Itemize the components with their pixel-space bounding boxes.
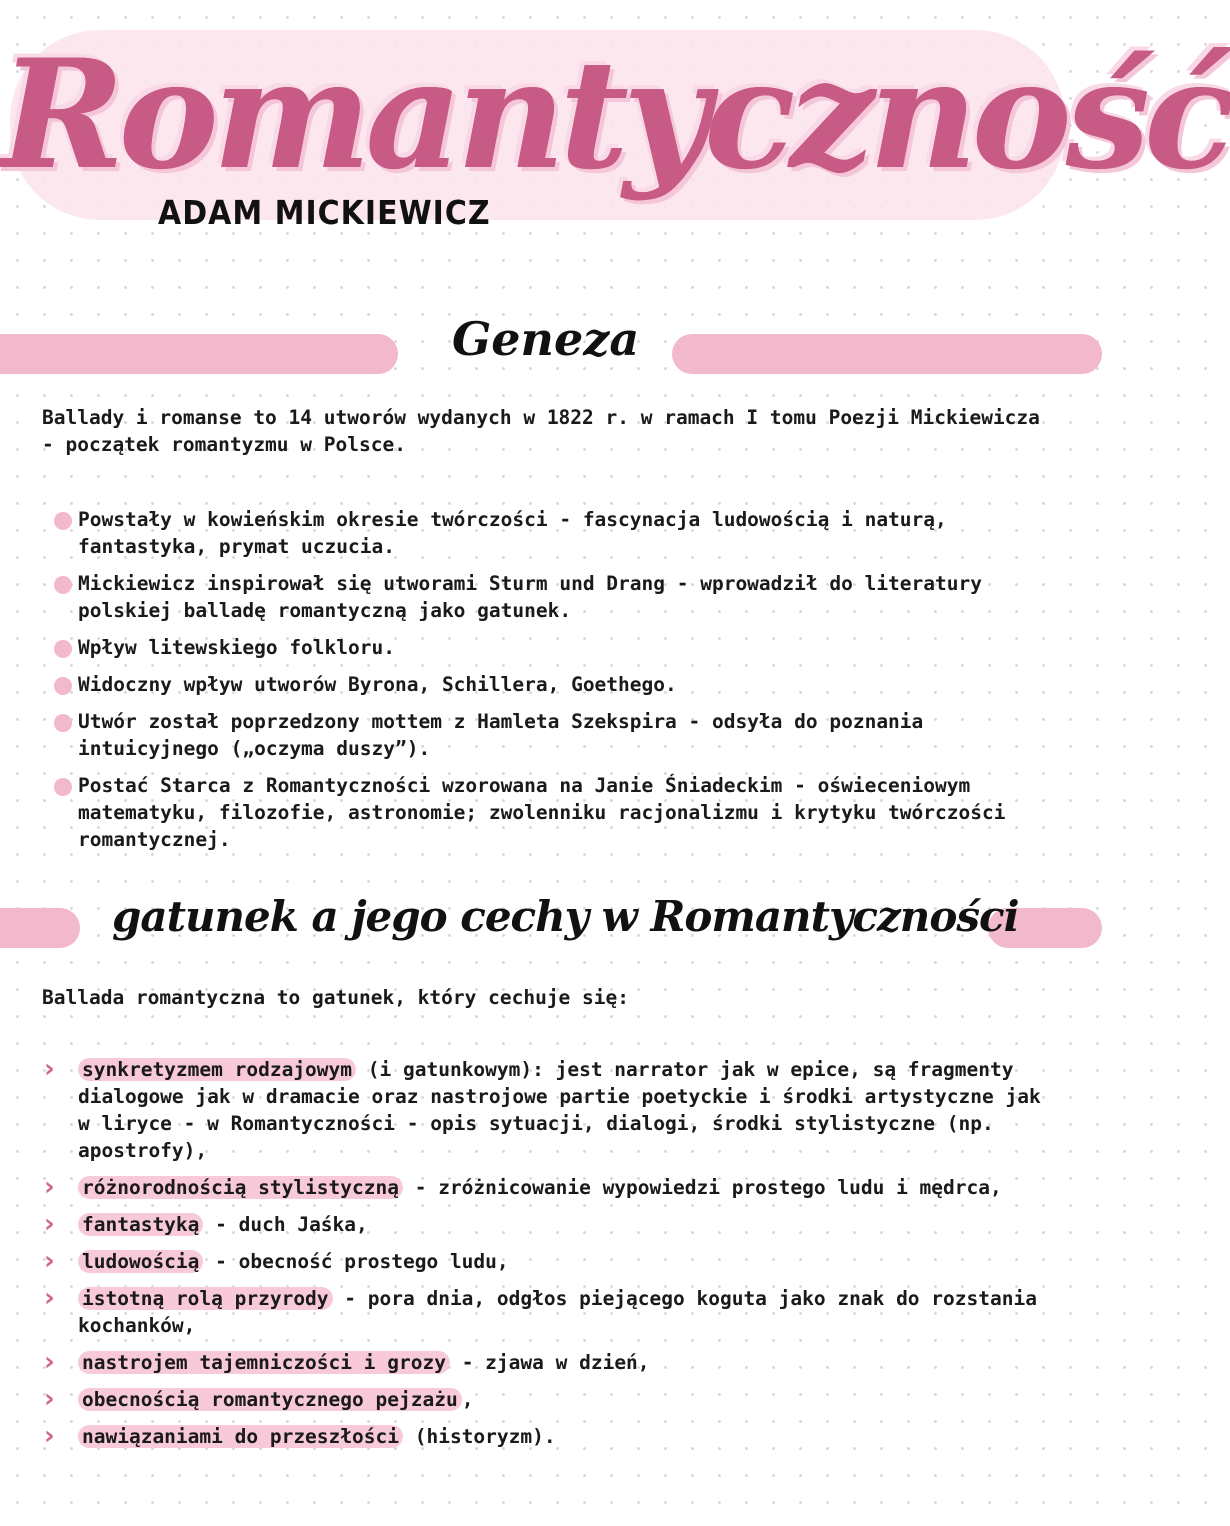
chevron-right-icon: › <box>44 1384 55 1414</box>
section1-intro: Ballady i romanse to 14 utworów wydanych w 1822 r. w ramach I tomu Poezji Mickiewicza - początek romantyzmu w Polsce. <box>42 406 1040 456</box>
bullet-item: Wpływ litewskiego folkloru. <box>54 634 1044 661</box>
bullet-dot-icon <box>54 778 72 796</box>
section1-band-left <box>0 334 398 374</box>
section2-intro: Ballada romantyczna to gatunek, który cechuje się: <box>42 986 629 1009</box>
feature-term: nawiązaniami do przeszłości <box>78 1425 403 1448</box>
chevron-right-icon: › <box>44 1054 55 1084</box>
chevron-right-icon: › <box>44 1421 55 1451</box>
bullet-dot-icon <box>54 512 72 530</box>
chevron-right-icon: › <box>44 1246 55 1276</box>
feature-item: › różnorodnością stylistyczną - zróżnicowanie wypowiedzi prostego ludu i mędrca, <box>44 1172 1002 1202</box>
bullet-item: Mickiewicz inspirował się utworami Sturm und Drang - wprowadził do literatury polskiej balladę romantyczną jako gatunek. <box>54 570 1044 624</box>
section1-heading: Geneza <box>452 312 640 366</box>
feature-item: › ludowością - obecność prostego ludu, <box>44 1246 509 1276</box>
feature-item: › fantastyką - duch Jaśka, <box>44 1209 368 1239</box>
feature-item: › nawiązaniami do przeszłości (historyzm). <box>44 1421 556 1451</box>
bullet-dot-icon <box>54 714 72 732</box>
section1-bullet-list <box>54 506 1044 863</box>
author-name: ADAM MICKIEWICZ <box>158 194 491 233</box>
bullet-dot-icon <box>54 640 72 658</box>
feature-term: synkretyzmem rodzajowym <box>78 1058 356 1081</box>
feature-term: fantastyką <box>78 1213 203 1236</box>
chevron-right-icon: › <box>44 1172 55 1202</box>
page-title: Romantyczność <box>0 27 1230 203</box>
feature-item: › istotną rolą przyrody - pora dnia, odgłos piejącego koguta jako znak do rozstania kochanków, <box>44 1283 1037 1337</box>
chevron-right-icon: › <box>44 1283 55 1313</box>
chevron-right-icon: › <box>44 1347 55 1377</box>
feature-term: ludowością <box>78 1250 203 1273</box>
section1-band-right <box>672 334 1102 374</box>
chevron-right-icon: › <box>44 1209 55 1239</box>
bullet-item: Widoczny wpływ utworów Byrona, Schillera, Goethego. <box>54 671 1044 698</box>
bullet-item: Postać Starca z Romantyczności wzorowana na Janie Śniadeckim - oświeceniowym matematyku, filozofie, astronomie; zwolenniku racjonalizmu i krytyku twórczości romantycznej. <box>54 772 1044 853</box>
section2-band-left <box>0 908 80 948</box>
section2-feature-list <box>44 1054 1044 1460</box>
feature-item: › obecnością romantycznego pejzażu , <box>44 1384 474 1414</box>
bullet-dot-icon <box>54 576 72 594</box>
bullet-item: Utwór został poprzedzony mottem z Hamleta Szekspira - odsyła do poznania intuicyjnego („oczyma duszy”). <box>54 708 1044 762</box>
feature-term: różnorodnością stylistyczną <box>78 1176 403 1199</box>
feature-term: istotną rolą przyrody <box>78 1287 333 1310</box>
bullet-dot-icon <box>54 677 72 695</box>
feature-term: obecnością romantycznego pejzażu <box>78 1388 462 1411</box>
feature-item: › synkretyzmem rodzajowym (i gatunkowym): jest narrator jak w epice, są fragmenty dialogowe jak w dramacie oraz nastrojowe partie poetyckie i środki artystyczne jak w liryce - w Romantyczności - opis sytuacji, dialogi, środki stylistyczne (np. apostrofy), <box>44 1054 1041 1162</box>
bullet-item: Powstały w kowieńskim okresie twórczości - fascynacja ludowością i naturą, fantastyka, prymat uczucia. <box>54 506 1044 560</box>
section2-heading: gatunek a jego cechy w Romantyczności <box>112 892 1019 941</box>
feature-term: nastrojem tajemniczości i grozy <box>78 1351 450 1374</box>
feature-item: › nastrojem tajemniczości i grozy - zjawa w dzień, <box>44 1347 650 1377</box>
